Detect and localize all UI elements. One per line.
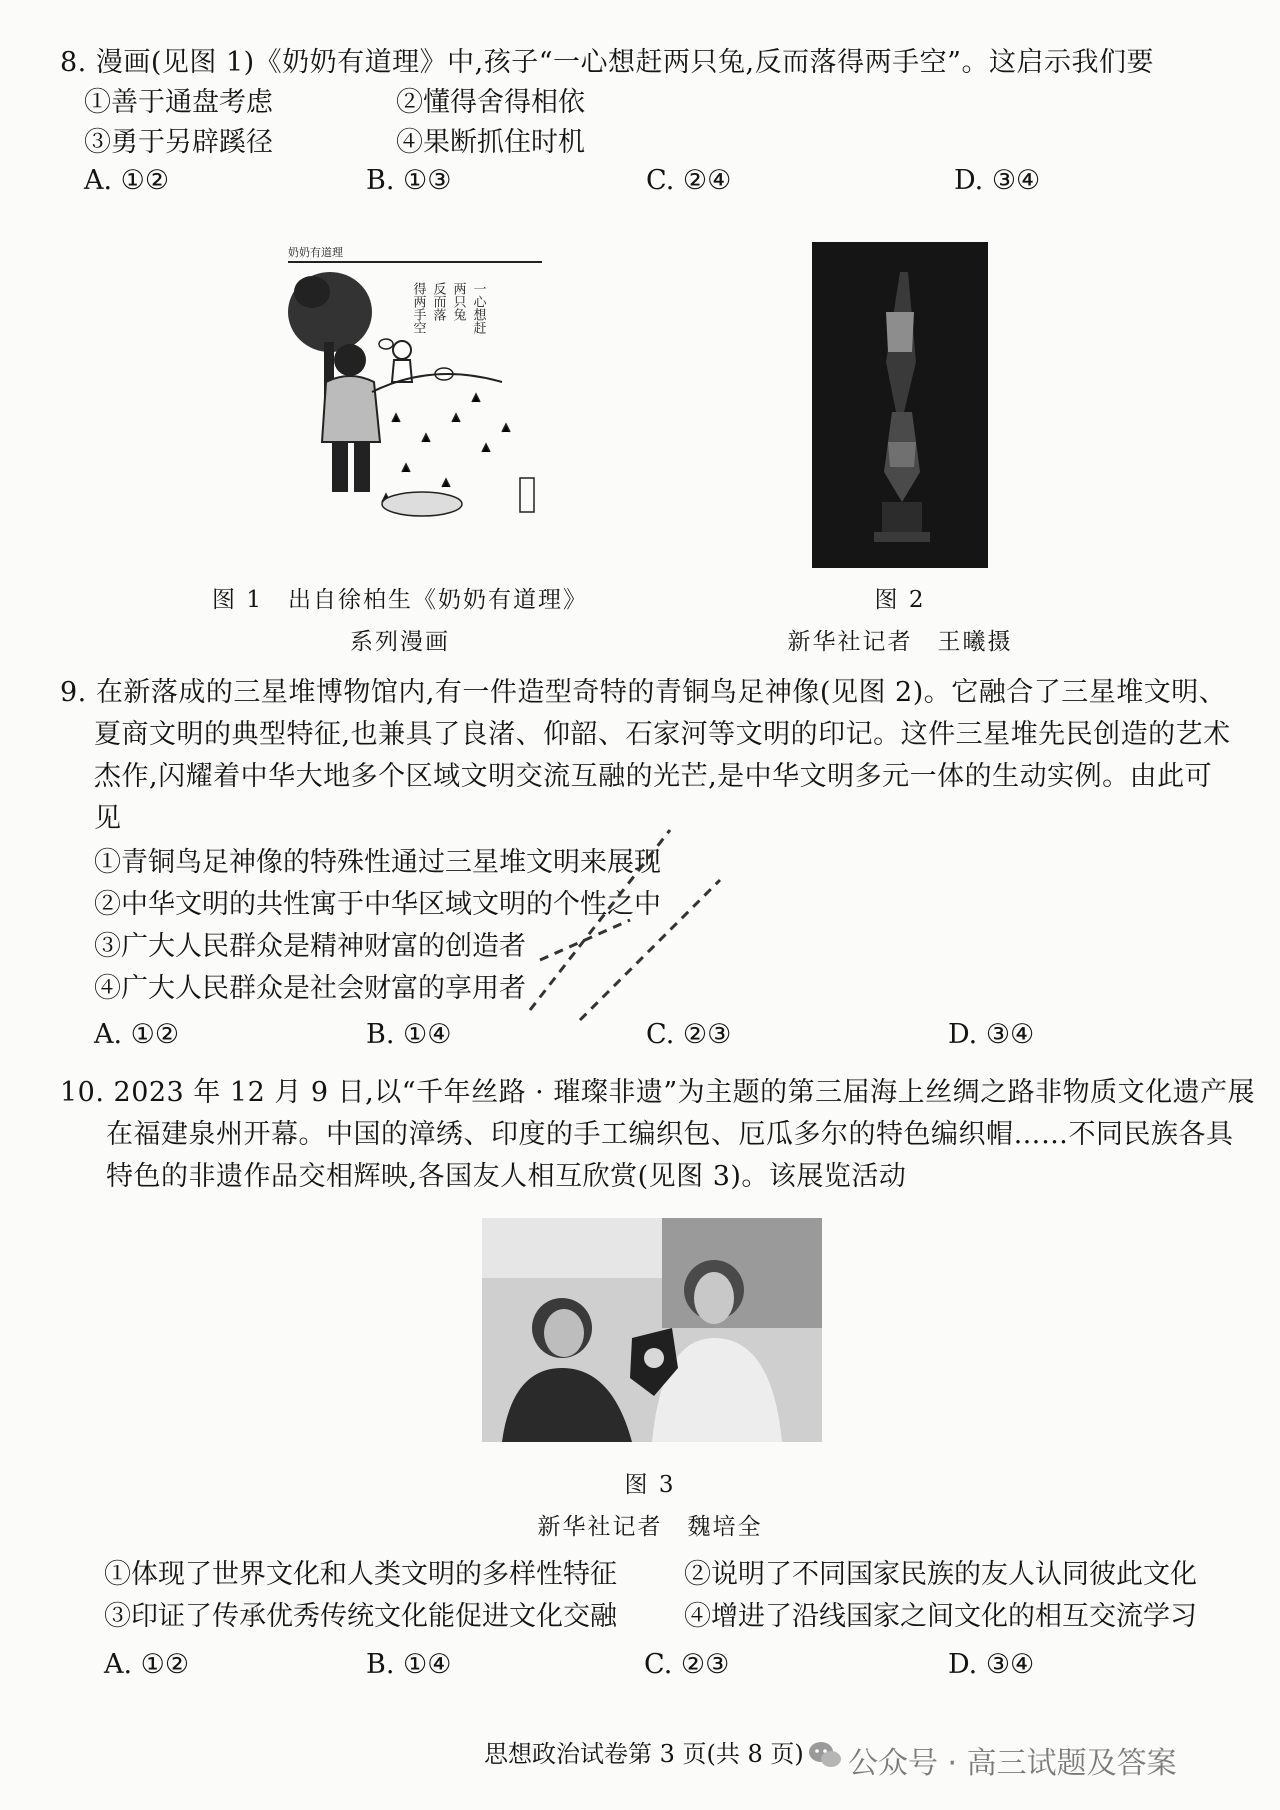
svg-text:得两手空: 得两手空 [410,282,426,334]
q10-item-4: ④增进了沿线国家之间文化的相互交流学习 [684,1601,1197,1632]
q9-item-1: ①青铜鸟足神像的特殊性通过三星堆文明来展现 [94,847,661,878]
figure-1-caption-line2: 系列漫画 [350,629,450,655]
cartoon-illustration [282,242,544,542]
q8-choice-a: A. ①② [84,165,170,196]
q8-choice-b: B. ①③ [366,165,452,196]
q8-choice-c: C. ②④ [646,165,732,196]
figure-3-photo [482,1218,822,1442]
svg-text:反而落: 反而落 [430,282,446,321]
wechat-icon [808,1740,842,1770]
q8-item-1: ①善于通盘考虑 [84,87,273,118]
q9-choice-c: C. ②③ [646,1019,732,1050]
page-footer: 思想政治试卷第 3 页(共 8 页) [484,1740,804,1768]
figure-2-caption-line2: 新华社记者 王曦摄 [787,629,1013,655]
cartoon-title: 奶奶有道理 [288,246,343,259]
figure-1-cartoon [282,242,544,542]
q8-item-2: ②懂得舍得相依 [396,87,585,118]
q9-item-2: ②中华文明的共性寓于中华区域文明的个性之中 [94,889,661,920]
figure-3-caption-line2: 新华社记者 魏培全 [537,1514,763,1540]
q10-choice-d: D. ③④ [948,1649,1035,1680]
bronze-statue-photo [812,242,988,568]
q10-item-2: ②说明了不同国家民族的友人认同彼此文化 [684,1559,1197,1590]
q9-item-3: ③广大人民群众是精神财富的创造者 [94,931,526,962]
q9-choice-d: D. ③④ [948,1019,1035,1050]
q8-item-4: ④果断抓住时机 [396,127,585,158]
q9-stem-line1: 9. 在新落成的三星堆博物馆内,有一件造型奇特的青铜鸟足神像(见图 2)。它融合了三星堆文明、 [60,677,1227,708]
q8-item-3: ③勇于另辟蹊径 [84,127,273,158]
q10-choice-a: A. ①② [104,1649,190,1680]
q10-stem-line2: 在福建泉州开幕。中国的漳绣、印度的手工编织包、厄瓜多尔的特色编织帽……不同民族各具 [106,1119,1234,1150]
q10-stem-line3: 特色的非遗作品交相辉映,各国友人相互欣赏(见图 3)。该展览活动 [106,1161,907,1192]
q10-stem-line1: 10. 2023 年 12 月 9 日,以“千年丝路 · 璀璨非遗”为主题的第三届海上丝绸之路非物质文化遗产展 [60,1077,1256,1108]
pencil-scribble-marks [520,820,740,1030]
q8-stem: 8. 漫画(见图 1)《奶奶有道理》中,孩子“一心想赶两只兔,反而落得两手空”。这启示我们要 [60,47,1154,78]
q10-choice-b: B. ①④ [366,1649,452,1680]
watermark-text: 公众号 · 高三试题及答案 [848,1746,1177,1781]
q10-choice-c: C. ②③ [644,1649,730,1680]
svg-text:一心想赶: 一心想赶 [470,282,486,334]
figure-2-photo [812,242,988,568]
q10-item-3: ③印证了传承优秀传统文化能促进文化交融 [104,1601,617,1632]
q9-stem-line4: 见 [94,803,122,834]
figure-1-caption-line1: 图 1 出自徐柏生《奶奶有道理》 [212,587,588,613]
q9-stem-line2: 夏商文明的典型特征,也兼具了良渚、仰韶、石家河等文明的印记。这件三星堆先民创造的艺术 [94,719,1231,750]
q9-stem-line3: 杰作,闪耀着中华大地多个区域文明交流互融的光芒,是中华文明多元一体的生动实例。由此可 [94,761,1213,792]
q10-item-1: ①体现了世界文化和人类文明的多样性特征 [104,1559,617,1590]
exhibition-visitors-photo [482,1218,822,1442]
figure-3-caption-line1: 图 3 [624,1472,676,1498]
q8-choice-d: D. ③④ [954,165,1041,196]
q9-choice-a: A. ①② [94,1019,180,1050]
q9-item-4: ④广大人民群众是社会财富的享用者 [94,973,526,1004]
figure-2-caption-line1: 图 2 [874,587,926,613]
q9-choice-b: B. ①④ [366,1019,452,1050]
svg-text:两只兔: 两只兔 [450,282,466,321]
